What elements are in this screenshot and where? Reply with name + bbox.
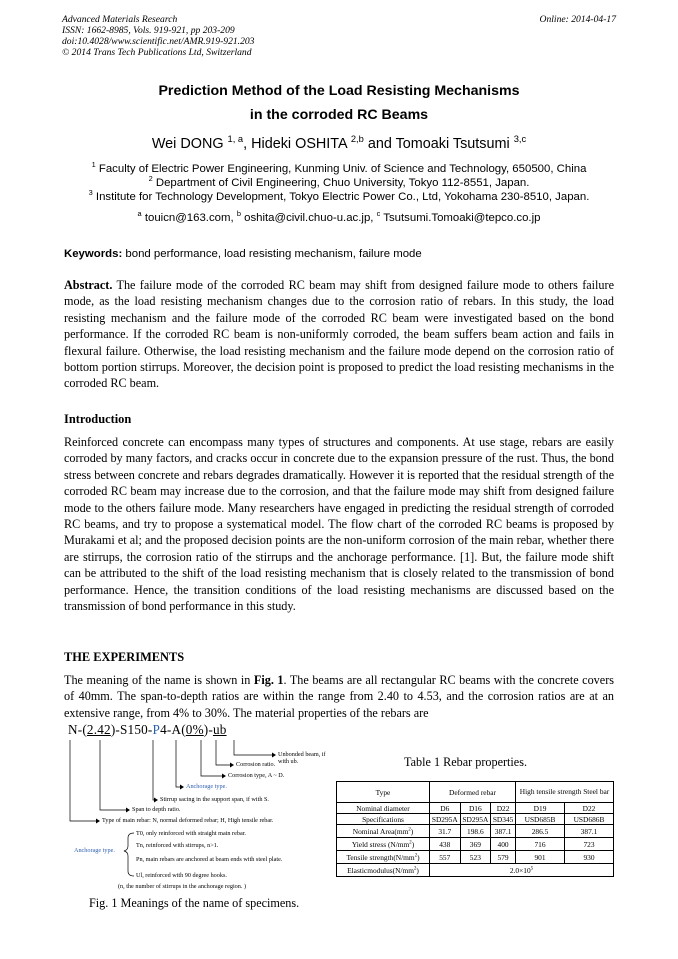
connector-span-depth	[100, 740, 126, 810]
table-cell: 400	[491, 838, 516, 851]
row-label	[337, 825, 430, 838]
elastic-value: 2.0×10	[509, 865, 531, 875]
author-list	[0, 136, 678, 152]
anchorage-item-tn: Tn, reinforced with stirrups, n>1.	[136, 842, 219, 849]
table-row	[337, 851, 614, 864]
abstract	[64, 277, 614, 392]
experiments-text-after: . The beams are all rectangular RC beams with the concrete covers of 40mm. The span-to-depth ratios are within the range from 2.40 to 4.53, and the corrosion ratios are at an extensive range, from 4% to 30%. The material properties of the rebars are	[64, 673, 614, 720]
label-text: Elasticmodulus(N/mm	[347, 865, 415, 875]
label-text: Nominal Area(mm	[352, 826, 409, 836]
anchorage-item-ul: Ul, reinforced with 90 degree hooks.	[136, 872, 227, 879]
abstract-label: Abstract.	[64, 278, 113, 292]
figure-1-caption: Fig. 1 Meanings of the name of specimens.	[89, 896, 300, 910]
arrow-unbonded	[272, 753, 276, 758]
affiliation-3	[0, 190, 678, 205]
table-cell: SD345	[491, 814, 516, 825]
header-high-tensile: High tensile strength Steel bar	[516, 782, 614, 803]
table-cell: 579	[491, 851, 516, 864]
arrow-anchorage	[180, 785, 184, 790]
label-sup: 2	[409, 840, 412, 846]
issn-line: ISSN: 1662-8985, Vols. 919-921, pp 203-209	[62, 25, 235, 36]
name-part-paren: (	[181, 722, 186, 737]
table-cell: 901	[516, 851, 565, 864]
affiliation-3-text: Institute for Technology Development, Tokyo Electric Power Co., Ltd, Yokohama 230-8510, Japan.	[92, 191, 590, 203]
affiliation-2	[0, 176, 678, 191]
table-cell: 286.5	[516, 825, 565, 838]
name-part-unbonded: ub	[212, 722, 227, 737]
abstract-text: The failure mode of the corroded RC beam may shift from designed failure mode to others failure mode, as the load resisting mechanism changes due to the corrosion ratio of rebars. In this study, the load resisting mechanism and the failure mode of the corroded RC beam were investigated based on the bond performance. If the corroded RC beam is non-uniformly corroded, the beam suffers beam action and fails in flexural failure. Otherwise, the load resisting mechanism and the failure mode depend on the corrosion ratio of bottom portion stirrups. Moreover, the decision point is proposed to predict the load resisting mechanisms in the corroded RC beam.	[64, 278, 614, 391]
table-cell: 438	[430, 838, 461, 851]
row-label	[337, 864, 430, 877]
arrow-span-depth	[126, 808, 130, 813]
label-span-depth: Span to depth ratio.	[132, 806, 181, 813]
author-1: Wei DONG	[151, 136, 224, 152]
row-label	[337, 851, 430, 864]
row-label: Nominal diameter	[337, 803, 430, 814]
table-cell: 31.7	[430, 825, 461, 838]
label-end: )	[410, 826, 414, 836]
name-part-sep: )-	[110, 722, 120, 737]
anchorage-item-pn: Pn, main rebars are anchored at beam ends with steel plate.	[136, 856, 283, 863]
connector-unbonded	[234, 740, 272, 755]
table-cell: D19	[516, 803, 565, 814]
table-row	[337, 814, 614, 825]
table-row	[337, 838, 614, 851]
header-type: Type	[337, 782, 430, 803]
label-end: )	[411, 839, 415, 849]
author-1-marker: 1, a	[227, 134, 244, 145]
table-cell: 387.1	[565, 825, 614, 838]
journal-name: Advanced Materials Research	[62, 14, 178, 25]
affiliation-2-marker: 2	[148, 174, 153, 184]
keywords-label: Keywords:	[64, 248, 123, 260]
online-date: Online: 2014-04-17	[539, 14, 616, 25]
table-cell: 369	[460, 838, 491, 851]
connector-corrosion-ratio	[216, 740, 230, 765]
table-cell-merged	[430, 864, 614, 877]
row-label	[337, 838, 430, 851]
table-cell: 198.6	[460, 825, 491, 838]
connector-corrosion-type	[201, 740, 222, 776]
label-main-rebar: Type of main rebar: N, normal deformed rebar; H, High tensile rebar.	[102, 817, 274, 824]
table-cell: 930	[565, 851, 614, 864]
table-cell: 723	[565, 838, 614, 851]
label-text: Tensile strength(N/mm	[346, 852, 415, 862]
introduction-heading: Introduction	[64, 412, 132, 426]
table-cell: 557	[430, 851, 461, 864]
table-row	[337, 803, 614, 814]
affiliation-1-marker: 1	[91, 160, 96, 170]
label-corrosion-type: Corrosion type, A ~ D.	[228, 772, 285, 779]
email-c-marker: c	[376, 209, 381, 219]
author-3-marker: 3,c	[513, 134, 527, 145]
elastic-value-sup: 5	[530, 866, 534, 872]
email-line	[0, 211, 678, 226]
doi-line: doi:10.4028/www.scientific.net/AMR.919-921.203	[62, 36, 255, 47]
label-sup: 2	[414, 866, 417, 872]
email-a[interactable]: touicn@163.com,	[141, 212, 237, 224]
table-cell: SD295A	[430, 814, 461, 825]
name-part-anchorage: P	[152, 722, 161, 737]
table-cell: 716	[516, 838, 565, 851]
connector-main-rebar	[70, 740, 96, 821]
email-c[interactable]: Tsutsumi.Tomoaki@tepco.co.jp	[380, 212, 541, 224]
experiments-body	[64, 672, 614, 721]
fig-1-reference[interactable]: Fig. 1	[253, 673, 284, 687]
author-3: and Tomoaki Tsutsumi	[363, 136, 510, 152]
label-unbonded: Unbonded beam, if with ub.	[278, 751, 326, 765]
header-deformed-rebar: Deformed rebar	[430, 782, 516, 803]
introduction-body	[64, 434, 614, 614]
experiments-heading: THE EXPERIMENTS	[64, 650, 185, 664]
table-cell: D6	[430, 803, 461, 814]
label-sup: 2	[408, 827, 411, 833]
label-anchorage-type: Anchorage type.	[186, 783, 227, 790]
table-cell: USD686B	[565, 814, 614, 825]
anchorage-note: (n, the number of stirrups in the anchorage region. )	[118, 883, 247, 890]
name-part-stirrup: S150	[120, 722, 148, 737]
connector-stirrup	[153, 740, 154, 800]
paper-title-line1: Prediction Method of the Load Resisting Mechanisms	[158, 83, 520, 99]
label-text: Yield stress (N/mm	[351, 839, 410, 849]
arrow-main-rebar	[96, 819, 100, 824]
rebar-properties-table	[336, 781, 614, 877]
name-part-anchorage-count: 4	[160, 722, 167, 737]
author-2: , Hideki OSHITA	[243, 136, 347, 152]
author-2-marker: 2,b	[350, 134, 364, 145]
table-row	[337, 825, 614, 838]
name-part-sep: -	[147, 722, 153, 737]
table-cell: D22	[565, 803, 614, 814]
table-cell: SD295A	[460, 814, 491, 825]
anchorage-group-label: Anchorage type.	[74, 847, 115, 854]
experiments-text-before: The meaning of the name is shown in	[64, 673, 254, 687]
figure-1	[62, 722, 332, 922]
name-part-corrosion-ratio: 0%	[185, 722, 204, 737]
affiliation-1-text: Faculty of Electric Power Engineering, Kunming Univ. of Science and Technology, 650500, China	[95, 163, 587, 175]
label-corrosion-ratio: Corrosion ratio.	[236, 761, 276, 768]
connector-anchorage	[176, 740, 180, 787]
email-b[interactable]: oshita@civil.chuo-u.ac.jp,	[240, 212, 377, 224]
email-b-marker: b	[236, 209, 241, 219]
label-sup: 2	[414, 853, 418, 859]
keywords-text: bond performance, load resisting mechanism, failure mode	[122, 248, 422, 260]
affiliation-1	[0, 162, 678, 177]
label-end: )	[416, 865, 419, 875]
table-cell: USD685B	[516, 814, 565, 825]
affiliation-3-marker: 3	[88, 188, 93, 198]
name-part-sep: -(	[77, 722, 87, 737]
name-part-sep: -	[166, 722, 172, 737]
table-header-row	[337, 782, 614, 803]
email-a-marker: a	[137, 209, 142, 219]
label-stirrup: Stirrup sacing in the support span, if with S.	[160, 796, 269, 803]
arrow-stirrup	[154, 798, 158, 803]
table-cell: D16	[460, 803, 491, 814]
name-part-main-rebar: N	[68, 722, 78, 737]
row-label: Specifications	[337, 814, 430, 825]
journal-header	[62, 14, 254, 58]
name-part-sep: )-	[203, 722, 213, 737]
introduction-text: Reinforced concrete can encompass many types of structures and components. At use stage, rebars are easily corroded by many factors, and cracks occur in concrete due to the expansion pressure of the rust. Thus, the bond stress between concrete and rebars degrades dramatically. However it is reported that the residual strength of the corroded RC beam may increase due to the corrosion, and that the failure mode may shift from designed failure mode to the others failure mode. Many researchers have engaged in predicting the residual strength of corroded RC beams, and try to propose a systematical model. The flow chart of the corroded RC beams is proposed by Murakami et al; and the proposed decision points are the non-uniform corrosion of the main rebar, whether there are stirrups, the corrosion ratio of the stirrups and the anchorage performance. [1]. But, the failure mode shift can be attributed to the shift of the load resisting mechanism that is closely related to the transmission of bond performance. Hence, the transition conditions of the load resisting mechanisms are discussed based on the transmission of bond performance in this study.	[64, 435, 614, 614]
table-cell: D22	[491, 803, 516, 814]
name-part-span-depth: 2.42	[86, 722, 111, 737]
copyright-line: © 2014 Trans Tech Publications Ltd, Switzerland	[62, 47, 252, 58]
paper-title-line2: in the corroded RC Beams	[249, 107, 429, 123]
anchorage-item-t0: T0, only reinforced with straight main rebar.	[136, 830, 246, 837]
label-end: )	[417, 852, 420, 862]
arrow-corrosion-type	[222, 774, 226, 779]
anchorage-brace	[124, 833, 134, 876]
keywords	[64, 248, 422, 260]
affiliation-2-text: Department of Civil Engineering, Chuo University, Tokyo 112-8551, Japan.	[152, 177, 530, 189]
table-cell: 523	[460, 851, 491, 864]
arrow-corrosion-ratio	[230, 763, 234, 768]
table-cell: 387.1	[491, 825, 516, 838]
table-1-title: Table 1 Rebar properties.	[404, 755, 528, 769]
name-part-corrosion-type: A	[171, 722, 182, 737]
table-row	[337, 864, 614, 877]
